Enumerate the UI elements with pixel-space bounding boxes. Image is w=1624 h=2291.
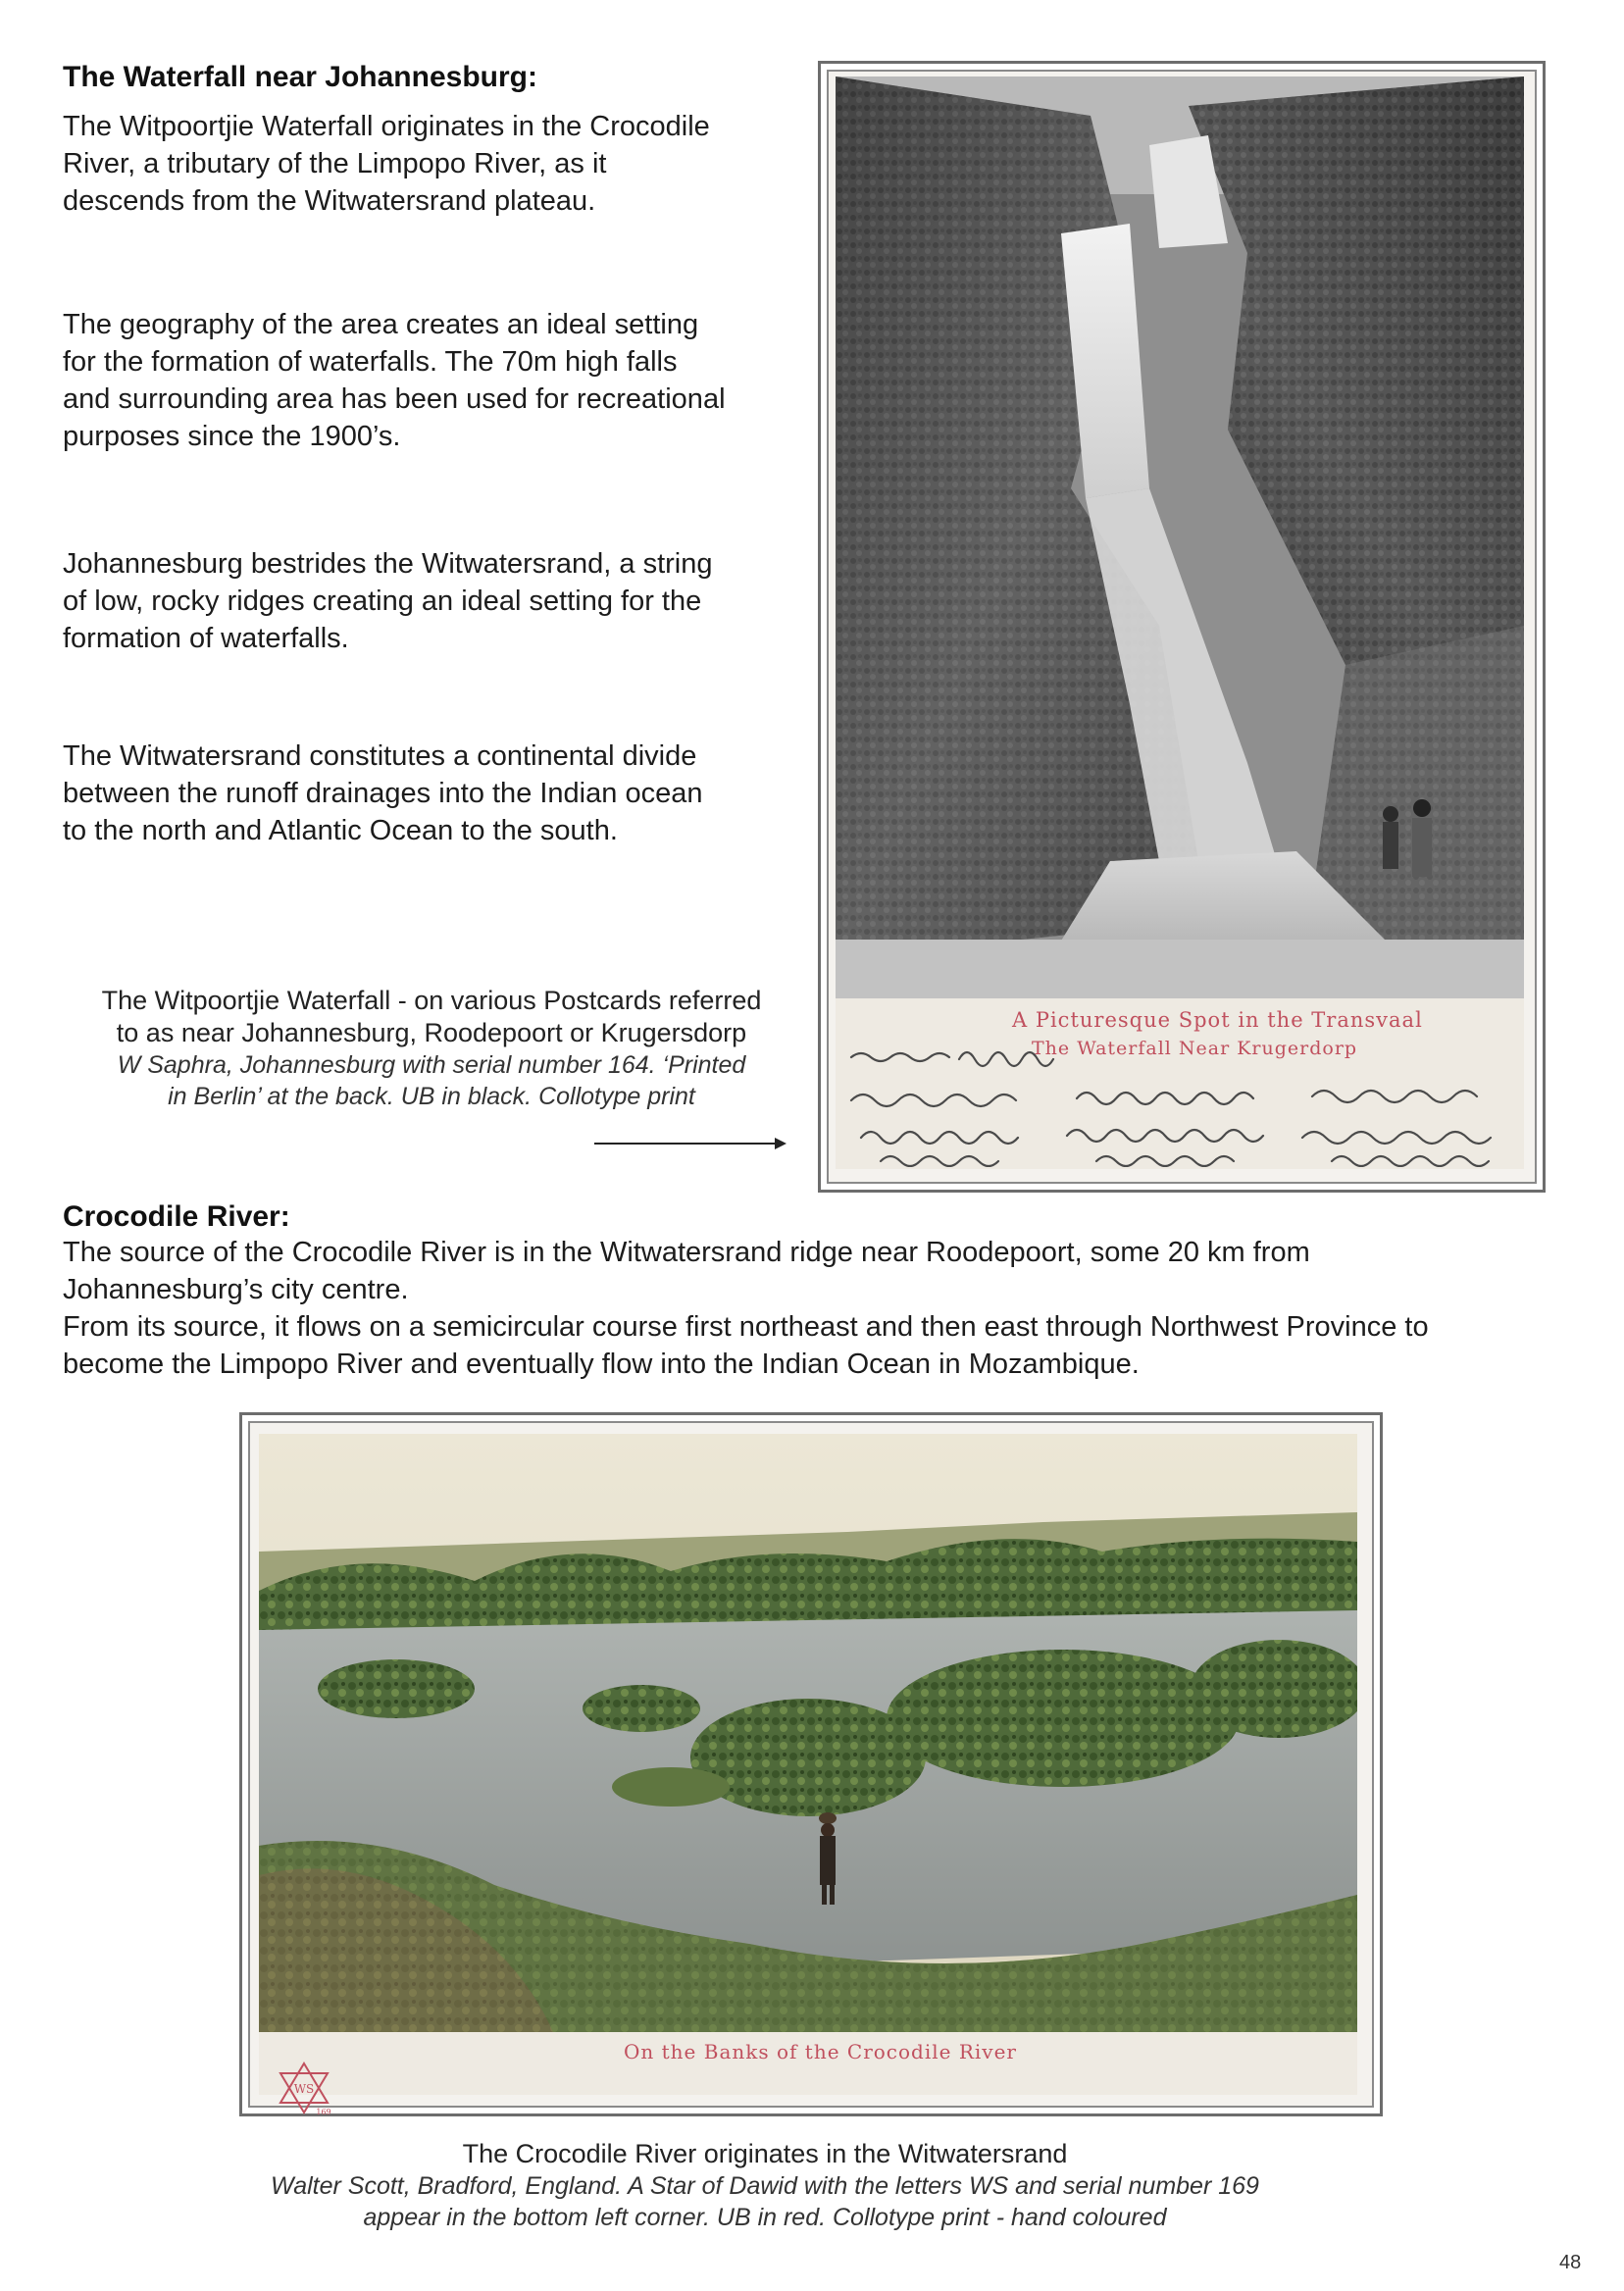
crocodile-river-photo xyxy=(259,1434,1357,2032)
crocodile-card-title: On the Banks of the Crocodile River xyxy=(624,2040,1017,2063)
paragraph-waterfall-origin: The Witpoortjie Waterfall originates in the Crocodile River, a tributary of the Limpopo River, as it descends from the Witwatersrand plateau. xyxy=(63,111,710,217)
handwriting-scribbles xyxy=(841,1040,1518,1167)
waterfall-photo xyxy=(836,76,1524,998)
ws-logo-letters: WS xyxy=(293,2082,315,2096)
section-heading-waterfall: The Waterfall near Johannesburg: xyxy=(63,61,537,93)
paragraph-geography: The geography of the area creates an ideal setting for the formation of waterfalls. The 70m high falls and surrounding area has been used for recreational purposes since the 1900’s. xyxy=(63,309,726,452)
waterfall-postcard-caption: The Witpoortjie Waterfall - on various Postcards referred to as near Johannesburg, Roodepoort or Krugersdorp W Saphra, Johannesburg with serial number 164. ‘Printed in Berlin’ at the back. UB in black. Collotype print xyxy=(101,986,762,1110)
crocodile-postcard-caption: The Crocodile River originates in the Witwatersrand Walter Scott, Bradford, England. A Star of Dawid with the letters WS and serial number 169 appear in the bottom left corner. UB in red. Collotype print - hand coloured xyxy=(271,2139,1259,2231)
page-number: 48 xyxy=(1559,2252,1582,2273)
section-heading-crocodile-river: Crocodile River: xyxy=(63,1200,290,1233)
paragraph-johannesburg: Johannesburg bestrides the Witwatersrand, a string of low, rocky ridges creating an ideal setting for the formation of waterfalls. xyxy=(63,548,713,654)
star-of-david-logo-icon xyxy=(273,2060,335,2116)
ws-logo-number: 169 xyxy=(316,2108,331,2116)
waterfall-card-subtitle: The Waterfall Near Krugerdorp xyxy=(1032,1038,1358,1059)
paragraph-river-source: The source of the Crocodile River is in the Witwatersrand ridge near Roodepoort, some 20 km from Johannesburg’s city centre. From its source, it flows on a semicircular course first northeast and then east through Northwest Province to become the Limpopo River and eventually flow into the Indian Ocean in Mozambique. xyxy=(63,1237,1429,1380)
paragraph-continental-divide: The Witwatersrand constitutes a continental divide between the runoff drainages into the Indian ocean to the north and Atlantic Ocean to the south. xyxy=(63,740,703,846)
arrow-icon xyxy=(592,1134,788,1153)
waterfall-card-title: A Picturesque Spot in the Transvaal xyxy=(1012,1008,1423,1032)
